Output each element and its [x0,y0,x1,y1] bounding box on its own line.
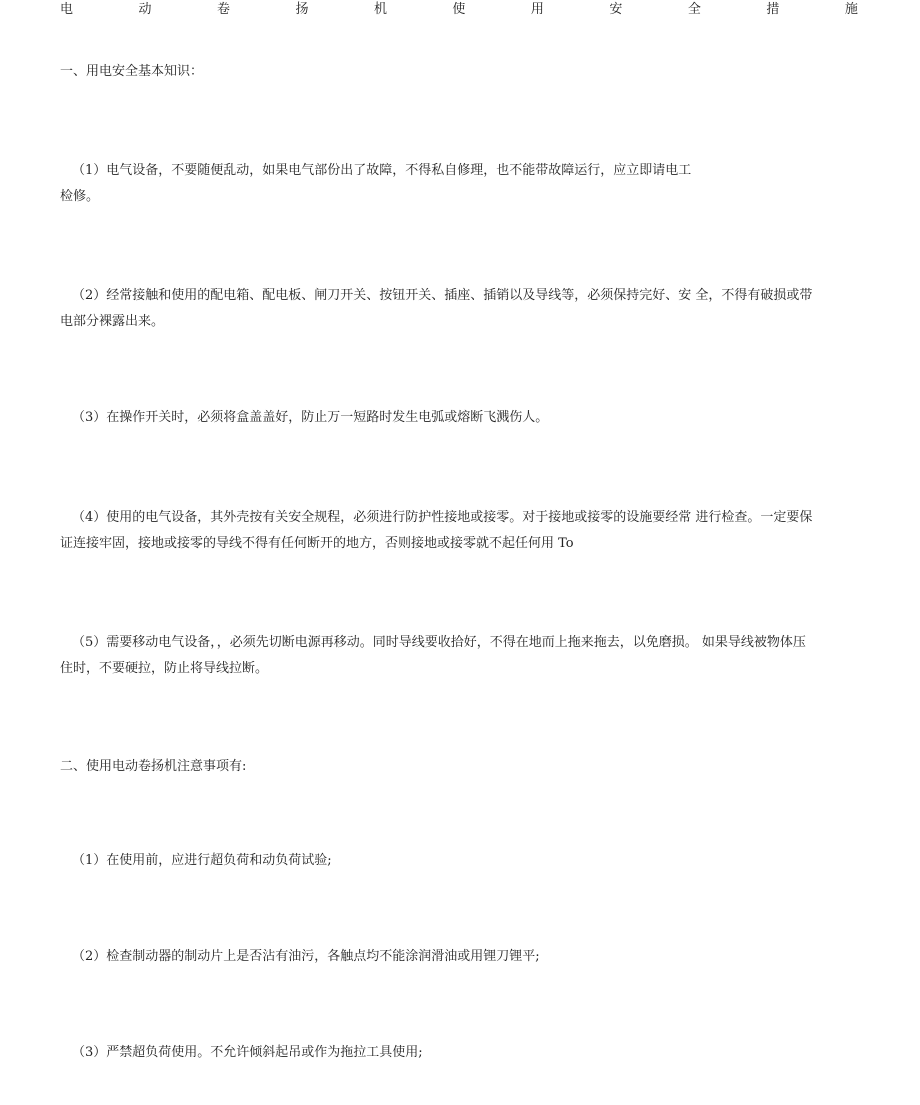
title-char: 机 [373,2,387,17]
section-heading-winch-notes: 二、使用电动卷扬机注意事项有: [60,759,247,774]
paragraph-winch-item-1 [60,848,860,874]
paragraph-line: 检修。 [60,189,100,204]
paragraph-winch-item-3 [60,1040,860,1066]
paragraph-line: （4）使用的电气设备，其外壳按有关安全规程，必须进行防护性接地或接零。对于接地或接零的设施要经常 进行检查。一定要保 [72,510,813,525]
title-char: 用 [530,2,544,17]
paragraph-line: （2）检查制动器的制动片上是否沾有油污，各触点均不能涂润滑油或用锂刀锂平; [72,949,540,964]
paragraph-line: 住时，不要硬拉，防止将导线拉断。 [60,661,269,676]
paragraph-item-2 [60,283,860,335]
paragraph-item-4 [60,505,860,557]
title-char: 扬 [295,2,309,17]
paragraph-line: （3）严禁超负荷使用。不允许倾斜起吊或作为拖拉工具使用; [72,1045,423,1060]
paragraph-winch-item-2 [60,944,860,970]
paragraph-line: 证连接牢固，接地或接零的导线不得有任何断开的地方，否则接地或接零就不起任何用 To [60,536,574,551]
title-char: 卷 [216,2,230,17]
section-heading-electrical-safety: 一、用电安全基本知识： [60,64,204,79]
paragraph-item-5 [60,630,860,682]
title-char: 电 [60,2,74,17]
title-char: 动 [138,2,152,17]
document-title [60,1,858,19]
paragraph-line: （2）经常接触和使用的配电箱、配电板、闸刀开关、按钮开关、插座、插销以及导线等，必须保持完好、安 全，不得有破损或带 [72,288,813,303]
title-char: 使 [452,2,466,17]
paragraph-line: 电部分裸露出来。 [60,314,165,329]
paragraph-item-1 [60,158,860,210]
title-char: 措 [766,2,780,17]
title-char: 全 [687,2,701,17]
paragraph-line: （3）在操作开关时，必须将盒盖盖好，防止万一短路时发生电弧或熔断飞溅伤人。 [72,410,549,425]
title-char: 施 [844,2,858,17]
paragraph-line: （1）在使用前，应进行超负荷和动负荷试验; [72,853,332,868]
paragraph-line: （1）电气设备，不要随便乱动，如果电气部份出了故障，不得私自修理，也不能带故障运行，应立即请电工 [72,163,692,178]
paragraph-line: （5）需要移动电气设备，，必须先切断电源再移动。同时导线要收拾好，不得在地而上拖来拖去，以免磨损。 如果导线被物体压 [72,635,806,650]
title-char: 安 [609,2,623,17]
paragraph-item-3 [60,405,860,431]
